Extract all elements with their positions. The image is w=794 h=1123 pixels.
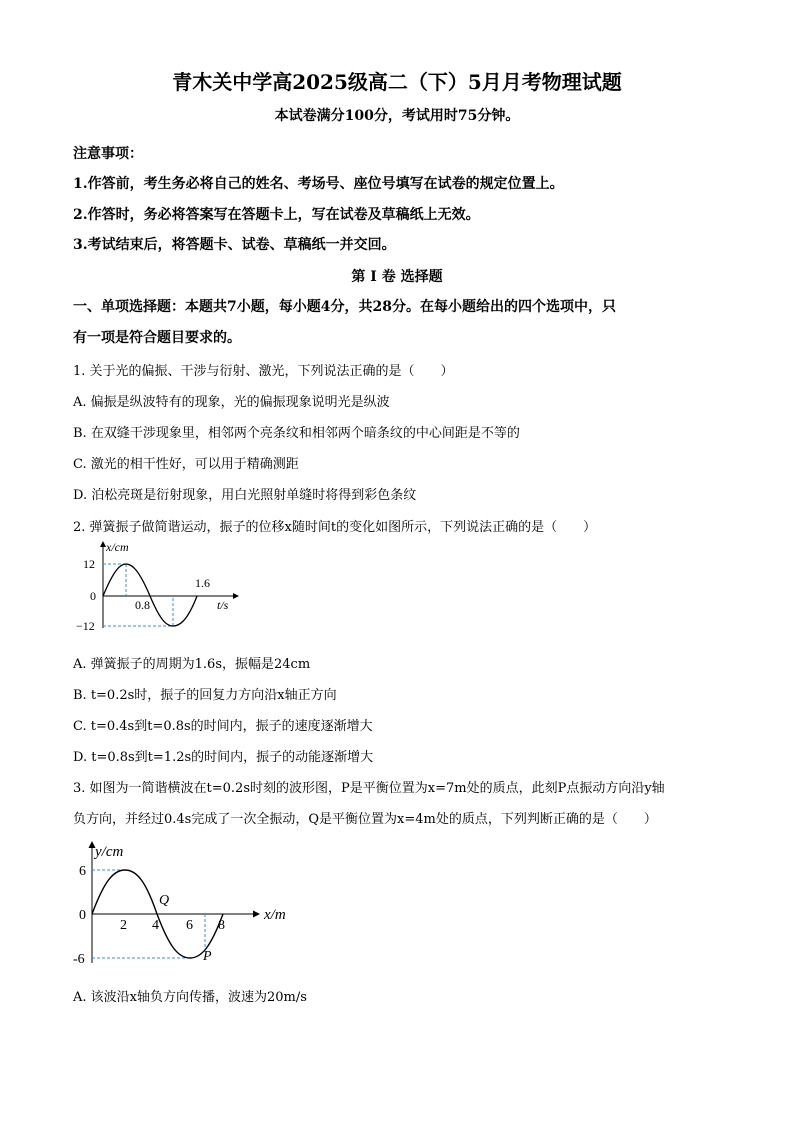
- exam-subtitle: 本试卷满分100分，考试用时75分钟。: [274, 108, 520, 124]
- q2-tick-12: 12: [83, 557, 95, 571]
- notes-heading: 注意事项：: [73, 146, 143, 162]
- q3-tick-m6: -6: [73, 952, 85, 967]
- question-1-option-b: B. 在双缝干涉现象里，相邻两个亮条纹和相邻两个暗条纹的中心间距是不等的: [73, 426, 520, 441]
- q2-sine-curve: [103, 564, 197, 626]
- note-item-3: 3.考试结束后，将答题卡、试卷、草稿纸一并交回。: [73, 237, 396, 253]
- question-3-figure: [73, 838, 303, 973]
- q2-tick-m12: −12: [76, 619, 95, 633]
- question-1-option-c: C. 激光的相干性好，可以用于精确测距: [73, 457, 299, 472]
- q3-tick-2: 2: [120, 918, 127, 933]
- part1-instructions-line1: 一、单项选择题：本题共7小题，每小题4分，共28分。在每小题给出的四个选项中，只: [73, 299, 616, 315]
- question-2-figure: [73, 538, 248, 638]
- q3-label-p: P: [203, 949, 212, 964]
- q2-tick-0.8: 0.8: [135, 598, 150, 612]
- question-3-option-a: A. 该波沿x轴负方向传播，波速为20m/s: [73, 990, 307, 1005]
- q3-label-q: Q: [159, 893, 170, 908]
- question-3-stem-line1: 3. 如图为一简谐横波在t=0.2s时刻的波形图，P是平衡位置为x=7m处的质点，此刻P点振动方向沿y轴: [73, 781, 665, 796]
- note-item-2: 2.作答时，务必将答案写在答题卡上，写在试卷及草稿纸上无效。: [73, 207, 480, 223]
- q3-tick-8: 8: [218, 918, 225, 933]
- question-1-option-a: A. 偏振是纵波特有的现象，光的偏振现象说明光是纵波: [73, 395, 390, 410]
- question-2-option-c: C. t=0.4s到t=0.8s的时间内，振子的速度逐渐增大: [73, 719, 373, 734]
- q3-tick-6x: 6: [186, 918, 193, 933]
- q2-x-label: t/s: [217, 598, 229, 612]
- q3-y-label: y/cm: [95, 844, 124, 860]
- question-2-option-b: B. t=0.2s时，振子的回复力方向沿x轴正方向: [73, 688, 337, 703]
- q3-tick-6: 6: [79, 864, 86, 879]
- question-2-stem: 2. 弹簧振子做简谐运动，振子的位移x随时间t的变化如图所示，下列说法正确的是（ ）: [73, 520, 597, 535]
- section-title: 第 I 卷 选择题: [351, 269, 443, 285]
- exam-title: 青木关中学高2025级高二（下）5月月考物理试题: [172, 70, 622, 94]
- q2-tick-0: 0: [90, 589, 96, 603]
- q3-tick-4: 4: [152, 918, 159, 933]
- question-1-option-d: D. 泊松亮斑是衍射现象，用白光照射单缝时将得到彩色条纹: [73, 488, 417, 503]
- question-1-stem: 1. 关于光的偏振、干涉与衍射、激光，下列说法正确的是（ ）: [73, 364, 454, 379]
- part1-instructions-line2: 有一项是符合题目要求的。: [73, 330, 241, 346]
- note-item-1: 1.作答前，考生务必将自己的姓名、考场号、座位号填写在试卷的规定位置上。: [73, 176, 564, 192]
- question-3-stem-line2: 负方向，并经过0.4s完成了一次全振动，Q是平衡位置为x=4m处的质点，下列判断正确的是（ ）: [73, 812, 657, 827]
- question-2-option-d: D. t=0.8s到t=1.2s的时间内，振子的动能逐渐增大: [73, 750, 374, 765]
- question-2-option-a: A. 弹簧振子的周期为1.6s，振幅是24cm: [73, 657, 311, 672]
- q2-y-label: x/cm: [106, 540, 129, 554]
- q2-tick-1.6: 1.6: [195, 576, 210, 590]
- q3-tick-0: 0: [79, 908, 86, 923]
- q3-x-label: x/m: [264, 907, 286, 923]
